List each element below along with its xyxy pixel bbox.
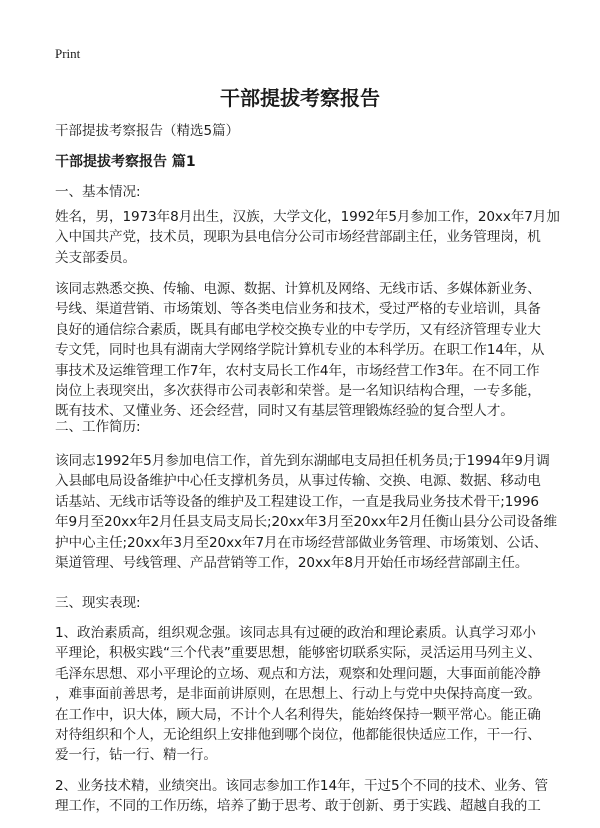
text-line: 理工作，不同的工作历练，培养了勤于思考、敢于创新、勇于实践、超越自我的工: [55, 798, 541, 815]
document-subtitle: 干部提拔考察报告（精选5篇）: [55, 123, 240, 139]
text-line: 2、业务技术精，业绩突出。该同志参加工作14年，干过5个不同的技术、业务、管: [55, 778, 548, 794]
text-line: 渠道管理、号线管理、产品营销等工作，20xx年8月开始任市场经营部副主任。: [55, 554, 529, 571]
text-line: 平理论，积极实践“三个代表”重要思想，能够密切联系实际，灵活运用马列主义、: [55, 645, 542, 662]
text-line: 一、基本情况:: [55, 184, 141, 200]
text-line: 三、现实表现:: [55, 595, 141, 611]
heading-basic-info: [55, 182, 140, 202]
text-line: 护中心主任;20xx年3月至20xx年7月在市场经营部做业务管理、市场策划、公话、: [55, 534, 548, 551]
text-line: ，难事面前善思考，是非面前讲原则，在思想上、行动上与党中央保持高度一致。: [55, 686, 541, 703]
text-line: 既有技术、又懂业务、还会经营，同时又有基层管理锻炼经验的复合型人才。: [55, 403, 514, 420]
text-line: 爱一行，钻一行、精一行。: [55, 747, 217, 764]
text-line: 该同志熟悉交换、传输、电源、数据、计算机及网络、无线市话、多媒体新业务、: [55, 281, 541, 297]
text-line: 号线、渠道营销、市场策划、等各类电信业务和技术，受过严格的专业培训，具备: [55, 301, 541, 318]
text-line: 该同志1992年5月参加电信工作，首先到东湖邮电支局担任机务员;于1994年9月调: [55, 453, 550, 469]
text-line: 1、政治素质高，组织观念强。该同志具有过硬的政治和理论素质。认真学习邓小: [55, 625, 536, 641]
text-line: 姓名，男，1973年8月出生，汉族，大学文化，1992年5月参加工作，20xx年7月加: [55, 209, 560, 225]
text-line: 在工作中，识大体，顾大局，不计个人名利得失，能始终保持一颗平常心。能正确: [55, 706, 541, 723]
text-line: 入中国共产党，技术员，现职为县电信分公司市场经营部副主任，业务管理岗，机: [55, 229, 541, 246]
text-line: 话基站、无线市话等设备的维护及工程建设工作，一直是我局业务技术骨干;1996: [55, 493, 539, 510]
heading-performance: [55, 593, 140, 613]
text-line: 二、工作简历:: [55, 419, 141, 435]
paragraph-work-history: [55, 451, 557, 573]
text-line: 入县邮电局设备维护中心任支撑机务员，从事过传输、交换、电源、数据、移动电: [55, 473, 541, 490]
document-title: 干部提拔考察报告: [220, 86, 380, 110]
text-line: 岗位上表现突出，多次获得市公司表彰和荣誉。是一名知识结构合理，一专多能，: [55, 382, 541, 399]
text-line: 事技术及运维管理工作7年，农村支局长工作4年，市场经营工作3年。在不同工作: [55, 362, 540, 379]
text-line: 专文凭，同时也具有湖南大学网络学院计算机专业的本科学历。在职工作14年，从: [55, 342, 545, 359]
paragraph-political: [55, 623, 541, 766]
text-line: 年9月至20xx年2月任县支局支局长;20xx年3月至20xx年2月任衡山县分公司设备维: [55, 514, 557, 531]
text-line: 对待组织和个人，无论组织上安排他到哪个岗位，他都能很快适应工作，干一行、: [55, 726, 541, 743]
paragraph-personal: [55, 207, 560, 268]
text-line: 关支部委员。: [55, 249, 136, 266]
text-line: 良好的通信综合素质，既具有邮电学校交换专业的中专学历，又有经济管理专业大: [55, 321, 541, 338]
paragraph-business: [55, 776, 548, 817]
text-line: 毛泽东思想、邓小平理论的立场、观点和方法，观察和处理问题，大事面前能冷静: [55, 665, 541, 682]
section-heading: 干部提拔考察报告 篇1: [55, 154, 196, 170]
paragraph-skills: [55, 279, 544, 422]
heading-work-history: [55, 417, 140, 437]
print-link[interactable]: Print: [55, 46, 81, 61]
